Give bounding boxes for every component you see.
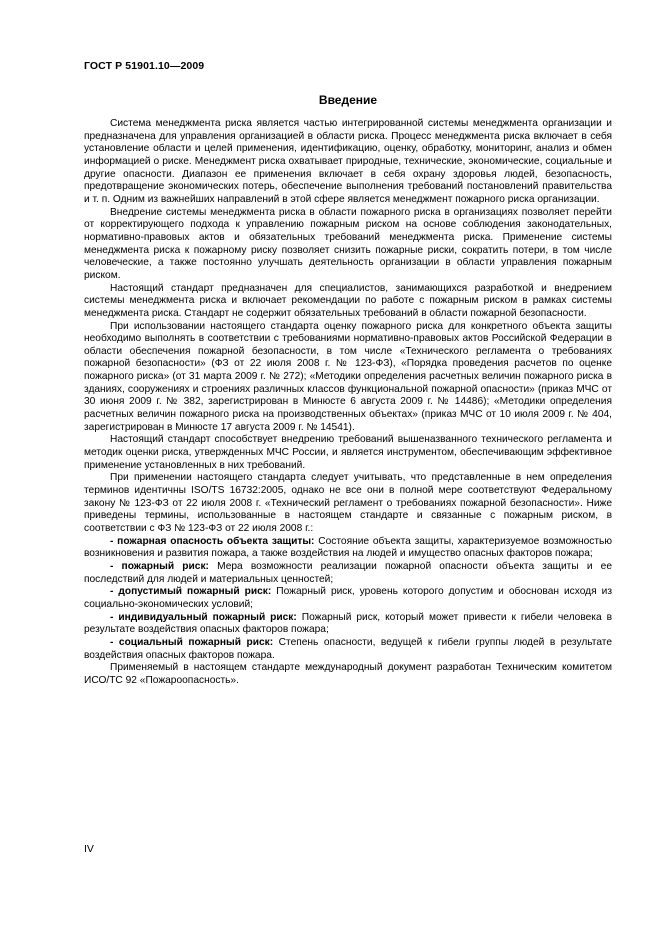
definition: Мера возможности реализации пожарной опасности объекта защиты и ее последствий для людей и материальных ценностей;: [84, 560, 612, 585]
term: - пожарная опасность объекта защиты:: [110, 535, 315, 547]
term-definition: [84, 612, 612, 637]
closing-paragraph: Применяемый в настоящем стандарте международный документ разработан Техническим комитетом ИСО/ТС 92 «Пожароопасность».: [84, 662, 612, 686]
term: - индивидуальный пожарный риск:: [110, 611, 297, 623]
definition: Состояние объекта защиты, характеризуемое возможностью возникновения и развития пожара, а также воздействия на людей и имущество опасных факторов пожара;: [84, 535, 612, 560]
definition: Пожарный риск, уровень которого допустим и обоснован исходя из социально-экономических условий;: [84, 586, 612, 610]
paragraph: При использовании настоящего стандарта оценку пожарного риска для конкретного объекта защиты необходимо выполнять в соответствии с требованиями нормативно-правовых актов Российской Федерации в области обеспечения пожарной безопасности, в том числе «Технического регламента о требованиях пожарной безопасности» (ФЗ от 22 июля 2008 г. № 123-ФЗ), «Порядка проведения расчетов по оценке пожарного риска» (от 31 марта 2009 г. № 272); «Методики определения расчетных величин пожарного риска в зданиях, сооружениях и строениях различных классов функциональной пожарной опасности» (приказ МЧС от 30 июня 2009 г. № 382, зарегистрирован в Минюсте 6 августа 2009 г. № 14486); «Методики определения расчетных величин пожарного риска на производственных объектах» (приказ МЧС от 10 июля 2009 г. № 404, зарегистрирован в Минюсте 17 августа 2009 г. № 14541).: [84, 320, 612, 433]
paragraph: Настоящий стандарт способствует внедрению требований вышеназванного технического регламента и методик оценки риска, утвержденных МЧС России, и является инструментом, обеспечивающим эффективное применение установленных в них требований.: [84, 434, 612, 471]
term: - социальный пожарный риск:: [110, 636, 274, 648]
paragraph: Настоящий стандарт предназначен для специалистов, занимающихся разработкой и внедрением системы менеджмента риска и включает рекомендации по работе с пожарным риском в рамках системы менеджмента риска. Стандарт не содержит обязательных требований в области пожарной безопасности.: [84, 282, 612, 319]
paragraph: Внедрение системы менеджмента риска в области пожарного риска в организациях позволяет перейти от корректирующего подхода к управлению пожарным риском на основе соблюдения законодательных, нормативно-правовых актов и обязательных требований менеджмента риска. Применение системы менеджмента риска к пожарному риску позволяет снизить пожарные риски, сократить потери, в том числе человеческие, а также постоянно улучшать деятельность организации в области управления пожарным риском.: [84, 206, 612, 281]
term: - допустимый пожарный риск:: [110, 586, 272, 598]
definition: Степень опасности, ведущей к гибели группы людей в результате воздействия опасных факторов пожара.: [84, 636, 612, 661]
term: - пожарный риск:: [110, 560, 209, 572]
term-definition: [84, 637, 612, 662]
paragraph: При применении настоящего стандарта следует учитывать, что представленные в нем определения терминов идентичны ISO/TS 16732:2005, однако не все они в полной мере соответствуют Федеральному закону № 123-ФЗ от 22 июля 2008 г. «Технический регламент о требованиях пожарной безопасности». Ниже приведены термины, использованные в настоящем стандарте и связанные с пожарным риском, в соответствии с ФЗ № 123-ФЗ от 22 июля 2008 г.:: [84, 472, 612, 534]
definition: Пожарный риск, который может привести к гибели человека в результате воздействия опасных факторов пожара;: [84, 611, 612, 636]
term-definition: [84, 536, 612, 561]
document-body: [84, 118, 612, 688]
document-header: ГОСТ Р 51901.10—2009: [84, 60, 205, 72]
term-definition: [84, 586, 612, 611]
paragraph: Система менеджмента риска является частью интегрированной системы менеджмента организации и предназначена для управления организацией в области риска. Процесс менеджмента риска включает в себя установление области и целей применения, идентификацию, оценку, обработку, мониторинг, анализ и обмен информацией о риске. Менеджмент риска охватывает природные, технические, экономические, социальные и другие опасности. Диапазон ее применения включает в себя охрану здоровья людей, безопасность, предотвращение экономических потерь, обеспечение выполнения требований постановлений правительства и т. п. Одним из важнейших направлений в этой сфере является менеджмент пожарного риска организации.: [84, 118, 612, 205]
page-number: IV: [84, 843, 94, 855]
term-definition: [84, 561, 612, 586]
section-title: Введение: [318, 93, 378, 107]
